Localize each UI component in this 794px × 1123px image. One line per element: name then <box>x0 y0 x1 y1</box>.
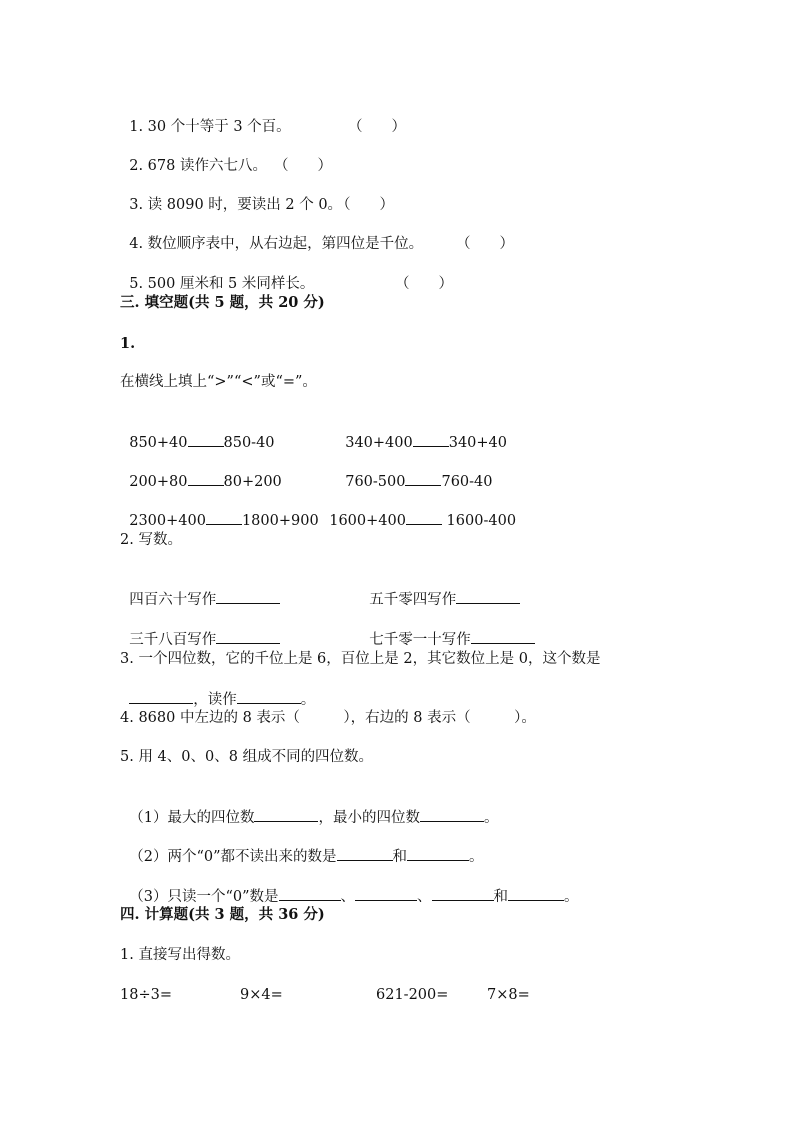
answer-blank[interactable] <box>432 886 494 901</box>
expression-right: 850-40 <box>223 435 275 451</box>
expression-left: 340+400 <box>345 435 413 451</box>
answer-blank[interactable] <box>406 510 442 525</box>
judge-question-2 <box>120 136 332 176</box>
answer-blank[interactable] <box>206 510 242 525</box>
answer-blank[interactable] <box>188 432 224 447</box>
answer-blank[interactable] <box>216 589 280 604</box>
question-text: 4. 数位顺序表中，从右边起，第四位是千位。 <box>129 236 424 252</box>
comparison-item <box>120 451 282 492</box>
answer-parentheses[interactable]: （ ） <box>348 119 406 135</box>
prompt-text: ，最小的四位数 <box>318 810 420 826</box>
answer-blank[interactable] <box>407 846 469 861</box>
expression-right: 760-40 <box>441 474 493 490</box>
answer-blank[interactable] <box>237 689 301 704</box>
answer-blank[interactable] <box>279 886 341 901</box>
judge-question-5 <box>120 254 453 294</box>
calc-item: 7×8= <box>487 987 530 1003</box>
prompt-text: 四百六十写作 <box>129 592 217 608</box>
answer-blank[interactable] <box>216 629 280 644</box>
answer-blank[interactable] <box>508 886 564 901</box>
question-title: 2. 写数。 <box>120 532 182 548</box>
write-number-item <box>360 569 520 610</box>
answer-blank[interactable] <box>413 432 449 447</box>
question-number: 1. <box>120 335 136 352</box>
answer-blank[interactable] <box>456 589 520 604</box>
judge-question-4 <box>120 214 514 254</box>
prompt-text: 五千零四写作 <box>369 592 457 608</box>
connector-text: 和 <box>392 849 407 865</box>
separator: 、 <box>340 889 355 905</box>
sub-question-3 <box>120 866 579 907</box>
write-number-item <box>360 609 535 650</box>
question-text: 1. 30 个十等于 3 个百。 <box>129 119 291 135</box>
judge-question-3 <box>120 175 394 215</box>
comparison-item <box>336 412 507 453</box>
answer-blank[interactable] <box>471 629 535 644</box>
question-title: 1. 直接写出得数。 <box>120 947 240 963</box>
calc-item: 18÷3= <box>120 987 172 1003</box>
prompt-text: 三千八百写作 <box>129 632 217 648</box>
expression-right: 340+40 <box>448 435 508 451</box>
answer-parentheses[interactable]: （ ） <box>274 158 332 174</box>
question-text: 4. 8680 中左边的 8 表示（ ），右边的 8 表示（ ）。 <box>120 710 536 726</box>
prompt-text: （3）只读一个“0”数是 <box>129 889 279 905</box>
question-text: 5. 500 厘米和 5 米同样长。 <box>129 276 315 292</box>
answer-parentheses[interactable]: （ ） <box>456 236 514 252</box>
calc-item: 621-200= <box>376 987 449 1003</box>
expression-left: 200+80 <box>129 474 188 490</box>
connector-text: ，读作 <box>193 692 237 708</box>
question-text: 3. 读 8090 时，要读出 2 个 0。 <box>129 197 343 213</box>
judge-question-1 <box>120 97 406 137</box>
punctuation: 。 <box>483 810 499 826</box>
prompt-text: （1）最大的四位数 <box>129 810 255 826</box>
expression-left: 2300+400 <box>129 513 206 529</box>
answer-blank[interactable] <box>129 689 193 704</box>
question-title: 5. 用 4、0、0、8 组成不同的四位数。 <box>120 749 374 765</box>
punctuation: 。 <box>564 889 579 905</box>
calc-item: 9×4= <box>240 987 283 1003</box>
sub-question-2 <box>120 826 484 867</box>
answer-blank[interactable] <box>254 807 318 822</box>
question-instruction: 在横线上填上“>”“<”或“=”。 <box>120 374 317 390</box>
comparison-item <box>320 490 516 531</box>
question-text: 2. 678 读作六七八。 <box>129 158 267 174</box>
answer-blank[interactable] <box>355 886 417 901</box>
answer-blank[interactable] <box>337 846 393 861</box>
comparison-item <box>120 412 275 453</box>
expression-left: 1600+400 <box>329 513 406 529</box>
connector-text: 和 <box>493 889 508 905</box>
section-heading-calculation: 四. 计算题(共 3 题，共 36 分) <box>120 906 325 923</box>
punctuation: 。 <box>469 849 484 865</box>
write-number-item <box>120 569 280 610</box>
expression-left: 850+40 <box>129 435 188 451</box>
question-text: 3. 一个四位数，它的千位上是 6，百位上是 2，其它数位上是 0，这个数是 <box>120 651 601 667</box>
expression-left: 760-500 <box>345 474 406 490</box>
answer-blank[interactable] <box>420 807 484 822</box>
section-heading-fill-in: 三. 填空题(共 5 题，共 20 分) <box>120 294 325 311</box>
comparison-item <box>120 490 319 531</box>
answer-parentheses[interactable]: （ ） <box>336 197 394 213</box>
question-continuation <box>120 669 315 710</box>
sub-question-1 <box>120 787 498 828</box>
answer-parentheses[interactable]: （ ） <box>395 276 453 292</box>
comparison-item <box>336 451 493 492</box>
answer-blank[interactable] <box>405 471 441 486</box>
expression-right: 80+200 <box>223 474 282 490</box>
prompt-text: 七千零一十写作 <box>369 632 471 648</box>
separator: 、 <box>417 889 432 905</box>
expression-right: 1800+900 <box>241 513 319 529</box>
answer-blank[interactable] <box>188 471 224 486</box>
prompt-text: （2）两个“0”都不读出来的数是 <box>129 849 337 865</box>
write-number-item <box>120 609 280 650</box>
expression-right: 1600-400 <box>441 513 517 529</box>
punctuation: 。 <box>300 692 316 708</box>
